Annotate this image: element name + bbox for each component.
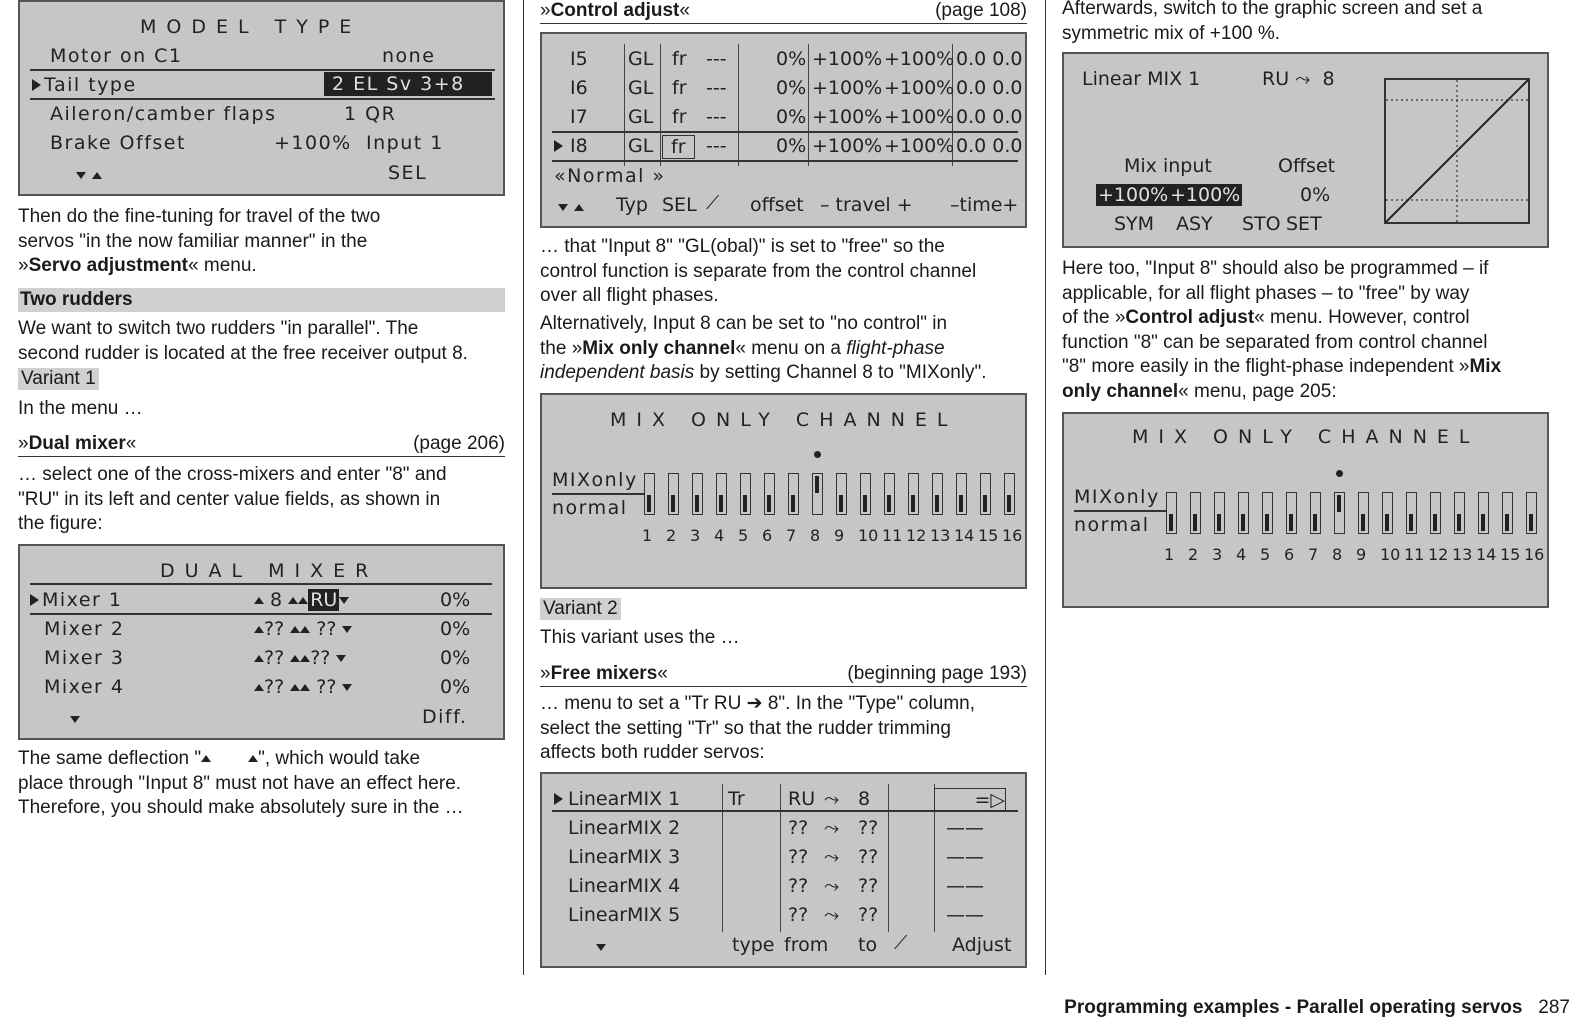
section-heading: Two rudders: [18, 288, 505, 312]
screen-title: MODEL TYPE: [140, 16, 362, 38]
channel-number: 11: [1404, 545, 1425, 564]
cell-gl: GL: [628, 48, 654, 70]
cell-time: 0.0 0.0: [956, 77, 1023, 99]
channel-slider-5[interactable]: [740, 473, 751, 515]
cell-t2: +100%: [884, 48, 955, 70]
selection-dot: [814, 451, 821, 458]
channel-number: 5: [738, 526, 749, 545]
channel-number: 4: [1236, 545, 1247, 564]
para: symmetric mix of +100 %.: [1062, 22, 1281, 44]
cell-dash: ---: [706, 135, 727, 157]
channel-number: 3: [1212, 545, 1223, 564]
para: independent basis by setting Channel 8 to "MIXonly".: [540, 362, 987, 383]
menu-header: »Dual mixer« (page 206): [18, 433, 505, 457]
arrow-icon: ⤳: [824, 817, 840, 839]
up-icon: [248, 755, 258, 762]
channel-slider-16[interactable]: [1526, 492, 1537, 534]
cell-type[interactable]: fr: [672, 77, 687, 99]
para: The same deflection " ", which would take: [18, 748, 421, 769]
channel-number: 13: [930, 526, 951, 545]
normal-label: normal: [552, 497, 628, 519]
channel-slider-16[interactable]: [1004, 473, 1015, 515]
mixer-label[interactable]: LinearMIX 2: [568, 817, 681, 839]
model-type-screen: [18, 0, 505, 196]
para: … menu to set a "Tr RU ➔ 8". In the "Type" column,: [540, 693, 976, 714]
mixer-row[interactable]: Mixer 3: [44, 647, 125, 669]
row-value: +100%: [274, 132, 352, 154]
down-icon[interactable]: [596, 936, 606, 958]
mixer-to[interactable]: ??: [858, 817, 879, 839]
offset-label: Offset: [1278, 155, 1336, 177]
channel-number: 16: [1002, 526, 1023, 545]
channel-slider-10[interactable]: [860, 473, 871, 515]
cell-t2: +100%: [884, 106, 955, 128]
mixer-to[interactable]: ??: [858, 875, 879, 897]
channel-number: 2: [1188, 545, 1199, 564]
row-label: Brake Offset: [50, 132, 186, 154]
channel-slider-9[interactable]: [1358, 492, 1369, 534]
mixer-adjust[interactable]: =▷: [934, 788, 1006, 812]
mixer-from[interactable]: ??: [788, 817, 809, 839]
channel-slider-7[interactable]: [1310, 492, 1321, 534]
diff-label[interactable]: Diff.: [422, 706, 468, 728]
cell-t1: +100%: [812, 77, 883, 99]
cell-offset: 0%: [776, 135, 807, 157]
para: only channel« menu, page 205:: [1062, 380, 1337, 402]
arrow-icon: ⤳: [824, 788, 840, 810]
cell-input: I8: [570, 135, 588, 157]
cell-input: I7: [570, 106, 588, 128]
normal-label: normal: [1074, 514, 1150, 536]
mixer-label[interactable]: LinearMIX 3: [568, 846, 681, 868]
mixer-to[interactable]: ??: [858, 846, 879, 868]
mixer-row[interactable]: Mixer 1: [30, 589, 122, 611]
menu-header: »Free mixers« (beginning page 193): [540, 663, 1027, 687]
mixer-label[interactable]: LinearMIX 4: [568, 875, 681, 897]
channel-number: 1: [1164, 545, 1175, 564]
row-selected[interactable]: Tail type: [32, 74, 137, 96]
mixer-row[interactable]: Mixer 2: [44, 618, 125, 640]
footer-typ[interactable]: Typ: [616, 194, 648, 216]
variant-label: Variant 1: [18, 368, 99, 390]
mixer-adjust[interactable]: ——: [946, 846, 984, 868]
channel-slider-3[interactable]: [1214, 492, 1225, 534]
channel-number: 1: [642, 526, 653, 545]
channel-slider-14[interactable]: [1478, 492, 1489, 534]
footer-travel[interactable]: – travel +: [820, 194, 913, 216]
channel-slider-10[interactable]: [1382, 492, 1393, 534]
channel-slider-12[interactable]: [1430, 492, 1441, 534]
cell-t2: +100%: [884, 135, 955, 157]
cell-type[interactable]: fr: [662, 135, 695, 159]
para: second rudder is located at the free receiver output 8.: [18, 342, 468, 364]
screen-title: MIX ONLY CHANNEL: [610, 409, 958, 431]
channel-number: 6: [1284, 545, 1295, 564]
para: Alternatively, Input 8 can be set to "no control" in: [540, 313, 948, 334]
para: Therefore, you should make absolutely sure in the …: [18, 797, 464, 818]
offset-value: 0%: [1300, 184, 1331, 206]
channel-slider-5[interactable]: [1262, 492, 1273, 534]
mixer-adjust[interactable]: ——: [946, 817, 984, 839]
channel-number: 10: [858, 526, 879, 545]
para: of the »Control adjust« menu. However, control: [1062, 307, 1470, 328]
cursor-icon: [32, 79, 41, 91]
para: place through "Input 8" must not have an effect here.: [18, 772, 462, 794]
footer-to[interactable]: to: [858, 934, 878, 956]
para: Here too, "Input 8" should also be programmed – if: [1062, 258, 1489, 279]
channel-slider-15[interactable]: [1502, 492, 1513, 534]
cell-offset: 0%: [776, 48, 807, 70]
arrow-icon: ⤳: [824, 904, 840, 926]
channel-slider-13[interactable]: [1454, 492, 1465, 534]
screen-title: Linear MIX 1: [1082, 68, 1201, 90]
channel-slider-15[interactable]: [980, 473, 991, 515]
mix-value-2[interactable]: +100%: [1170, 184, 1241, 206]
para: the figure:: [18, 513, 103, 534]
channel-slider-3[interactable]: [692, 473, 703, 515]
variant-label: Variant 2: [540, 598, 621, 620]
cell-dash: ---: [706, 48, 727, 70]
footer-adjust[interactable]: Adjust: [952, 934, 1012, 956]
channel-slider-4[interactable]: [716, 473, 727, 515]
dual-mixer-screen: DUAL MIXER Mixer 1 8 RU 0% Mixer 2 ?? ?? 0% Mixer 3 ?? ?? 0% Mixer 4 ?? ?? 0% Diff.: [18, 544, 505, 740]
cell-offset: 0%: [776, 106, 807, 128]
cell-gl: GL: [628, 77, 654, 99]
para: »Servo adjustment« menu.: [18, 255, 257, 276]
cell-type[interactable]: fr: [672, 106, 687, 128]
channel-number: 4: [714, 526, 725, 545]
channel-number: 8: [1332, 545, 1343, 564]
cell-t2: +100%: [884, 77, 955, 99]
channel-number: 15: [978, 526, 999, 545]
cell-gl: GL: [628, 135, 654, 157]
selection-dot: [1336, 470, 1343, 477]
channel-number: 10: [1380, 545, 1401, 564]
cell-t1: +100%: [812, 106, 883, 128]
row-value: 1 QR: [344, 103, 397, 125]
footer-from[interactable]: from: [784, 934, 829, 956]
mixer-value: 0%: [440, 676, 471, 698]
ru-field[interactable]: RU: [310, 589, 338, 611]
free-mixers-screen: [540, 772, 1027, 968]
channel-slider-11[interactable]: [884, 473, 895, 515]
channel-slider-7[interactable]: [788, 473, 799, 515]
channel-slider-9[interactable]: [836, 473, 847, 515]
cell-offset: 0%: [776, 77, 807, 99]
mix-value-1[interactable]: +100%: [1098, 184, 1169, 206]
cell-time: 0.0 0.0: [956, 135, 1023, 157]
para: function "8" can be separated from control channel: [1062, 331, 1488, 353]
channel-slider-4[interactable]: [1238, 492, 1249, 534]
channel-number: 6: [762, 526, 773, 545]
channel-slider-14[interactable]: [956, 473, 967, 515]
para: select the setting "Tr" so that the rudder trimming: [540, 717, 951, 739]
para: control function is separate from the control channel: [540, 260, 977, 282]
channel-slider-12[interactable]: [908, 473, 919, 515]
channel-number: 8: [810, 526, 821, 545]
nav-arrows[interactable]: [558, 196, 584, 218]
down-icon[interactable]: [70, 708, 80, 730]
arrow-icon: ⤳: [824, 846, 840, 868]
cell-t1: +100%: [812, 48, 883, 70]
cell-t1: +100%: [812, 135, 883, 157]
para: … select one of the cross-mixers and enter "8" and: [18, 464, 447, 485]
para: the »Mix only channel« menu on a flight-phase: [540, 337, 945, 359]
channel-slider-13[interactable]: [932, 473, 943, 515]
channel-number: 5: [1260, 545, 1271, 564]
switch-icon: ⟋: [894, 932, 908, 954]
para: … that "Input 8" "GL(obal)" is set to "free" so the: [540, 236, 945, 257]
channel-slider-11[interactable]: [1406, 492, 1417, 534]
channel-slider-1[interactable]: [644, 473, 655, 515]
mix-only-channel-screen: [540, 393, 1027, 589]
para: servos "in the now familiar manner" in the: [18, 230, 368, 252]
screen-title: MIX ONLY CHANNEL: [1132, 426, 1480, 448]
channel-slider-8[interactable]: [1334, 492, 1345, 534]
cursor-icon: [554, 140, 563, 152]
cursor-icon: [554, 793, 563, 805]
mixer-type[interactable]: Tr: [728, 788, 745, 810]
para: In the menu …: [18, 398, 143, 419]
flight-phase[interactable]: «Normal »: [554, 165, 666, 187]
up-icon: [201, 755, 211, 762]
mixer-from[interactable]: RU: [788, 788, 816, 810]
para: over all flight phases.: [540, 285, 719, 306]
mixer-label[interactable]: LinearMIX 5: [568, 904, 681, 926]
cell-time: 0.0 0.0: [956, 106, 1023, 128]
page-number: 287: [1538, 997, 1570, 1018]
tail-type-value[interactable]: 2 EL Sv 3+8: [324, 72, 492, 96]
asy-button[interactable]: ASY: [1176, 213, 1213, 235]
up-icon: [92, 172, 102, 179]
cell-gl: GL: [628, 106, 654, 128]
control-adjust-screen: [540, 32, 1027, 228]
mixer-row[interactable]: Mixer 4: [44, 676, 125, 698]
cell-type[interactable]: fr: [672, 48, 687, 70]
channel-slider-2[interactable]: [668, 473, 679, 515]
footer-sel[interactable]: SEL: [662, 194, 697, 216]
channel-number: 7: [1308, 545, 1319, 564]
channel-slider-6[interactable]: [1286, 492, 1297, 534]
down-icon: [76, 172, 86, 179]
cell-time: 0.0 0.0: [956, 48, 1023, 70]
mixer-label[interactable]: LinearMIX 1: [568, 788, 681, 810]
footer-time[interactable]: –time+: [950, 194, 1019, 216]
mix-input-label: Mix input: [1124, 155, 1212, 177]
row-label: Motor on C1: [50, 45, 183, 67]
row-value: none: [382, 45, 436, 67]
para: "8" more easily in the flight-phase independent »Mix: [1062, 356, 1502, 377]
mixer-from[interactable]: ??: [788, 875, 809, 897]
sel-label[interactable]: SEL: [388, 162, 428, 184]
row-label: Aileron/camber flaps: [50, 103, 277, 125]
set-button[interactable]: SET: [1286, 213, 1322, 235]
mix-only-channel-screen: [1062, 412, 1549, 608]
menu-header: »Control adjust« (page 108): [540, 0, 1027, 24]
row-extra: Input 1: [366, 132, 444, 154]
mixonly-label: MIXonly: [552, 469, 638, 491]
channel-number: 12: [906, 526, 927, 545]
channel-number: 11: [882, 526, 903, 545]
para: We want to switch two rudders "in parallel". The: [18, 318, 419, 339]
mixer-to[interactable]: ??: [858, 904, 879, 926]
sym-button[interactable]: SYM: [1114, 213, 1155, 235]
sto-button[interactable]: STO: [1242, 213, 1281, 235]
channel-number: 12: [1428, 545, 1449, 564]
mixer-from[interactable]: ??: [788, 904, 809, 926]
channel-number: 9: [834, 526, 845, 545]
para: "RU" in its left and center value fields, as shown in: [18, 488, 441, 510]
para: Then do the fine-tuning for travel of the two: [18, 206, 381, 227]
channel-number: 13: [1452, 545, 1473, 564]
cell-dash: ---: [706, 106, 727, 128]
mixer-adjust[interactable]: ——: [946, 875, 984, 897]
mixer-value: 0%: [440, 589, 471, 611]
para: applicable, for all flight phases – to "free" by way: [1062, 282, 1470, 304]
mix-curve-graph: [1384, 78, 1530, 224]
footer-offset[interactable]: offset: [750, 194, 804, 216]
cell-input: I5: [570, 48, 588, 70]
footer-type[interactable]: type: [732, 934, 775, 956]
nav-arrows[interactable]: [76, 164, 102, 186]
channel-number: 14: [954, 526, 975, 545]
channel-number: 9: [1356, 545, 1367, 564]
para: affects both rudder servos:: [540, 742, 765, 763]
cell-input: I6: [570, 77, 588, 99]
cell-dash: ---: [706, 77, 727, 99]
channel-number: 14: [1476, 545, 1497, 564]
arrow-icon: ⤳: [824, 875, 840, 897]
channel-number: 15: [1500, 545, 1521, 564]
linear-mix-screen: [1062, 52, 1549, 248]
channel-slider-8[interactable]: [812, 473, 823, 515]
channel-number: 3: [690, 526, 701, 545]
mixer-adjust[interactable]: ——: [946, 904, 984, 926]
mixonly-label: MIXonly: [1074, 486, 1160, 508]
channel-slider-1[interactable]: [1166, 492, 1177, 534]
page-footer: Programming examples - Parallel operating servos 287: [1064, 997, 1570, 1018]
mixer-value: 0%: [440, 647, 471, 669]
channel-number: 7: [786, 526, 797, 545]
screen-title: DUAL MIXER: [160, 560, 379, 582]
mixer-from[interactable]: ??: [788, 846, 809, 868]
switch-icon: ⟋: [706, 192, 720, 214]
channel-slider-6[interactable]: [764, 473, 775, 515]
mixer-to[interactable]: 8: [858, 788, 871, 810]
mix-route: RU ⤳ 8: [1262, 68, 1335, 90]
channel-slider-2[interactable]: [1190, 492, 1201, 534]
para: Afterwards, switch to the graphic screen and set a: [1062, 0, 1483, 19]
para: This variant uses the …: [540, 627, 740, 648]
mixer-value: 0%: [440, 618, 471, 640]
channel-number: 2: [666, 526, 677, 545]
channel-number: 16: [1524, 545, 1545, 564]
